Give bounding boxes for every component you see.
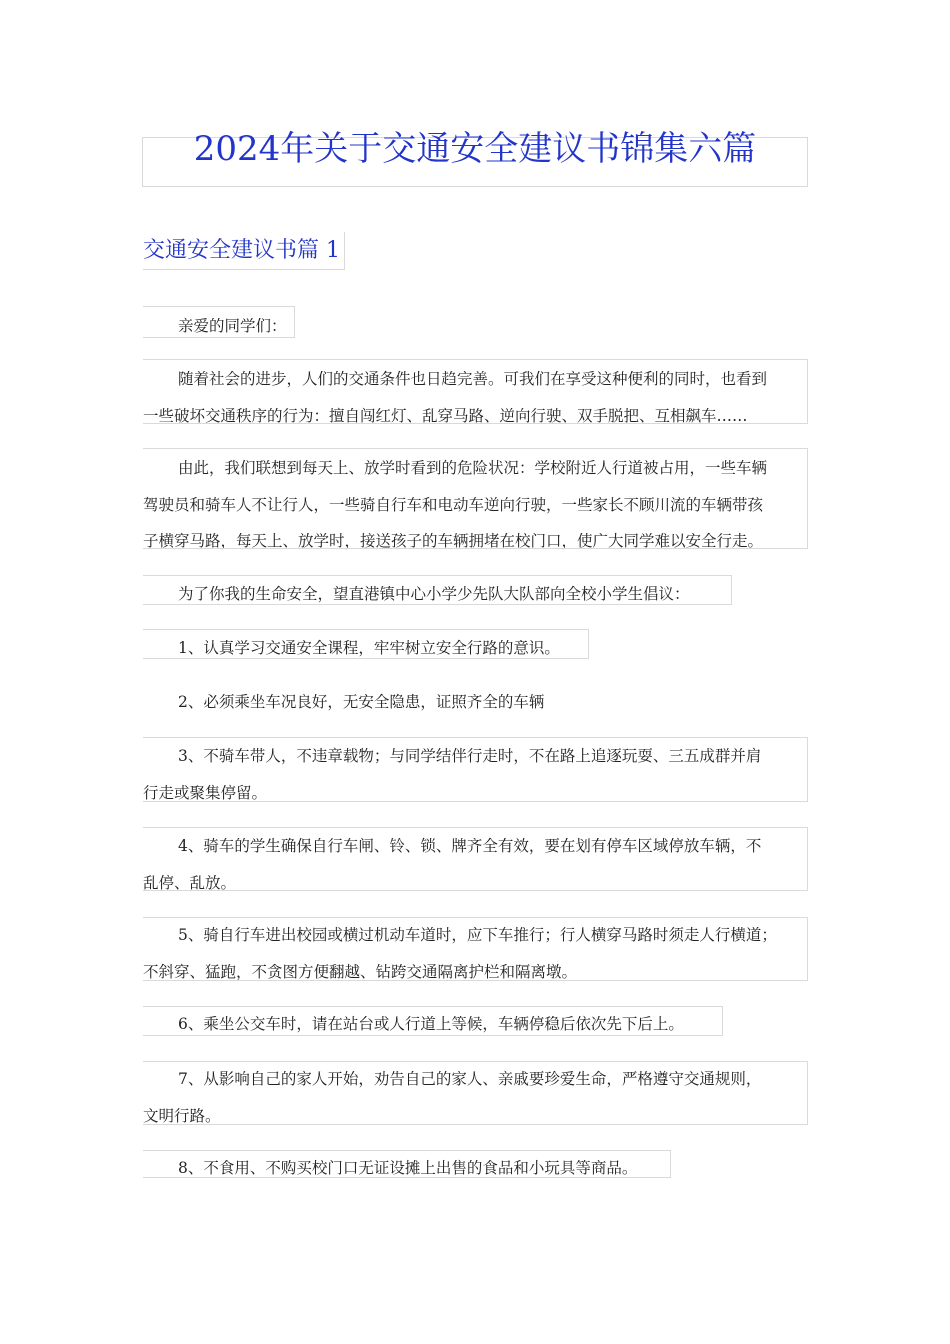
paragraph-line: 亲爱的同学们： — [178, 317, 287, 335]
paragraph-line: 为了你我的生命安全，望直港镇中心小学少先队大队部向全校小学生倡议： — [178, 585, 690, 603]
paragraph-line: 4、骑车的学生确保自行车闸、铃、锁、牌齐全有效，要在划有停车区域停放车辆，不 — [178, 837, 762, 855]
paragraph-greeting — [143, 308, 807, 345]
paragraph-intro — [143, 361, 807, 434]
paragraph-line: 不斜穿、猛跑，不贪图方便翻越、钻跨交通隔离护栏和隔离墩。 — [143, 962, 578, 981]
paragraph-line: 乱停、乱放。 — [143, 873, 237, 892]
paragraph-item-2 — [143, 684, 807, 721]
paragraph-line: 一些破坏交通秩序的行为：擅自闯红灯、乱穿马路、逆向行驶、双手脱把、互相飙车…… — [143, 406, 748, 425]
paragraph-item-3 — [143, 738, 807, 811]
paragraph-dangers — [143, 450, 807, 560]
section-heading: 交通安全建议书篇 1 — [143, 232, 345, 270]
paragraph-line: 5、骑自行车进出校园或横过机动车道时，应下车推行；行人横穿马路时须走人行横道； — [178, 926, 777, 944]
paragraph-item-8 — [143, 1150, 807, 1187]
paragraph-item-5 — [143, 917, 807, 990]
paragraph-line: 3、不骑车带人，不违章载物；与同学结伴行走时，不在路上追逐玩耍、三五成群并肩 — [178, 747, 762, 765]
paragraph-line: 6、乘坐公交车时，请在站台或人行道上等候，车辆停稳后依次先下后上。 — [178, 1015, 684, 1033]
paragraph-item-1 — [143, 630, 807, 667]
paragraph-line: 文明行路。 — [143, 1106, 221, 1125]
paragraph-line: 驾驶员和骑车人不让行人，一些骑自行车和电动车逆向行驶，一些家长不顾川流的车辆带孩 — [143, 495, 764, 514]
paragraph-item-6 — [143, 1006, 807, 1043]
paragraph-line: 子横穿马路，每天上、放学时，接送孩子的车辆拥堵在校门口，使广大同学难以安全行走。 — [143, 532, 764, 550]
paragraph-line: 8、不食用、不购买校门口无证设摊上出售的食品和小玩具等商品。 — [178, 1159, 638, 1177]
paragraph-line: 由此，我们联想到每天上、放学时看到的危险状况：学校附近人行道被占用，一些车辆 — [178, 459, 768, 477]
document-title: 2024年关于交通安全建议书锦集六篇 — [193, 129, 757, 169]
paragraph-line: 行走或聚集停留。 — [143, 783, 268, 802]
paragraph-line: 2、必须乘坐车况良好，无安全隐患，证照齐全的车辆 — [178, 693, 545, 711]
paragraph-line: 随着社会的进步，人们的交通条件也日趋完善。可我们在享受这种便利的同时，也看到 — [178, 370, 768, 388]
paragraph-line: 1、认真学习交通安全课程，牢牢树立安全行路的意识。 — [178, 639, 560, 657]
paragraph-line: 7、从影响自己的家人开始，劝告自己的家人、亲戚要珍爱生命，严格遵守交通规则， — [178, 1070, 762, 1088]
paragraph-proposal — [143, 576, 807, 613]
paragraph-item-7 — [143, 1061, 807, 1134]
paragraph-item-4 — [143, 828, 807, 901]
